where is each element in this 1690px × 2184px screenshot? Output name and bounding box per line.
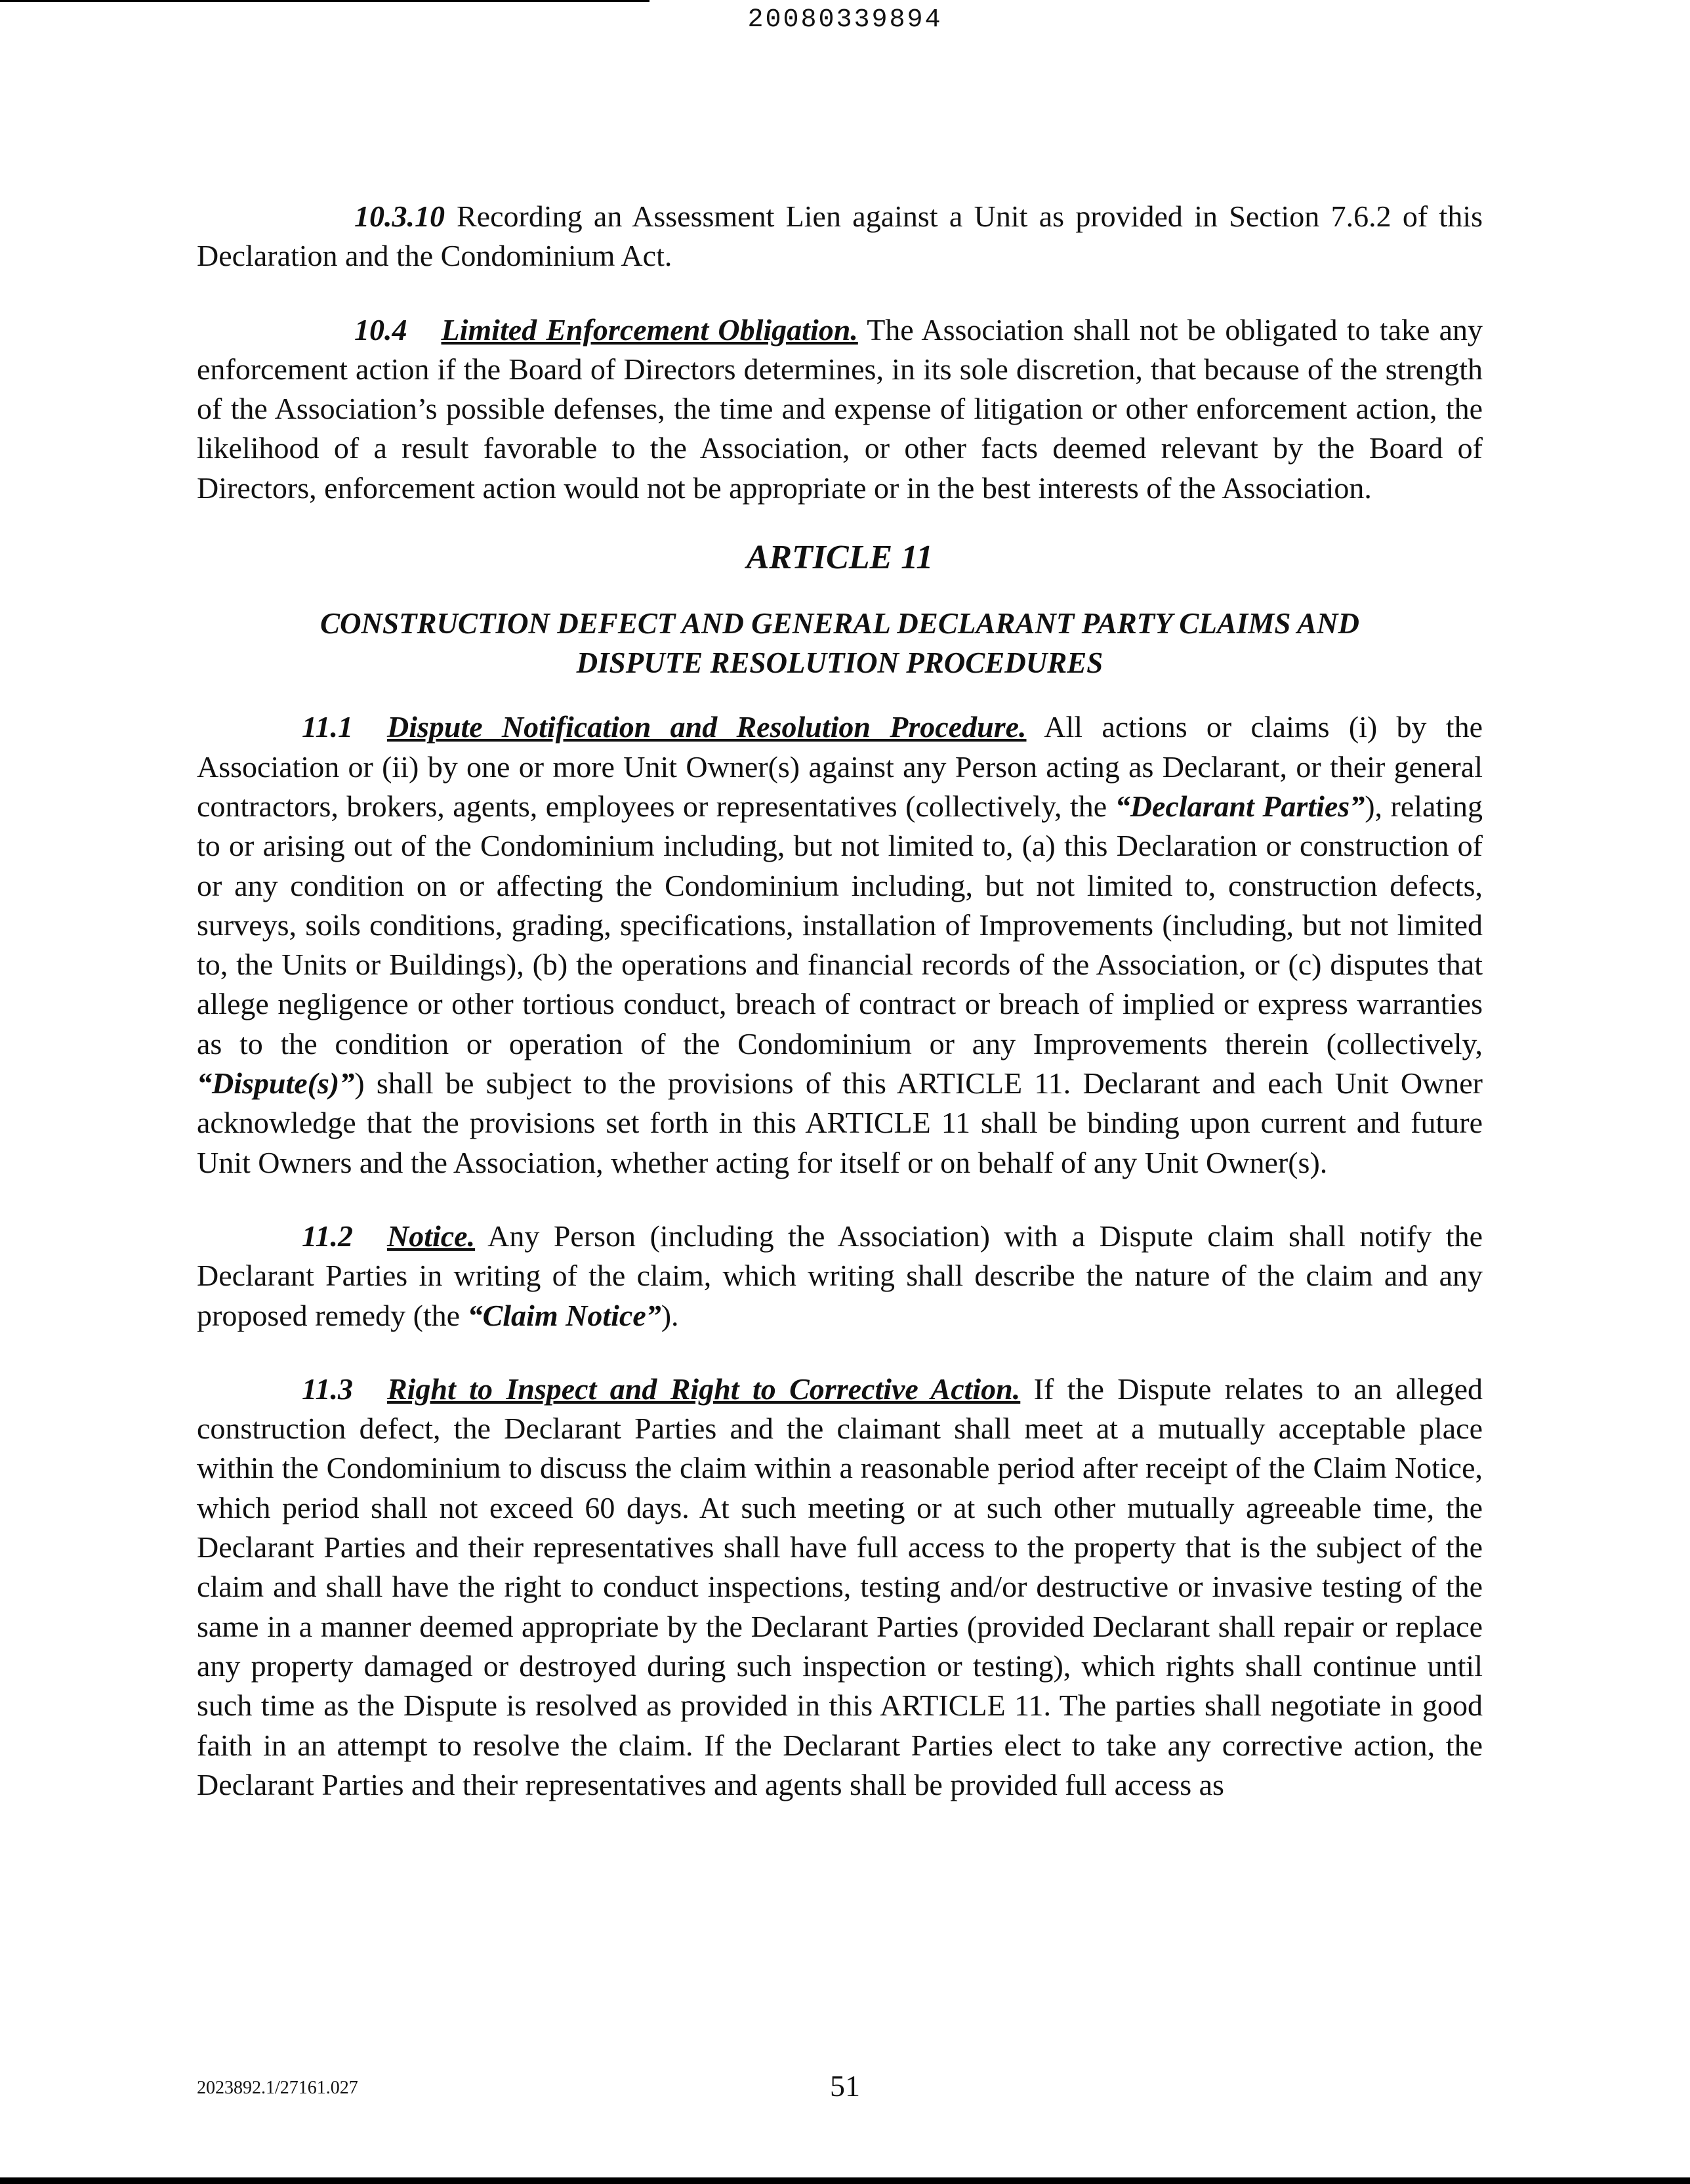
section-number: 10.3.10 bbox=[354, 200, 445, 233]
footer-document-reference: 2023892.1/27161.027 bbox=[197, 2078, 358, 2098]
defined-term: “Dispute(s)” bbox=[197, 1066, 355, 1101]
defined-term: “Declarant Parties” bbox=[1115, 789, 1365, 823]
section-text: If the Dispute relates to an alleged construction defect, the Declarant Parties and the claimant shall meet at a mutually acceptable place within the Condominium to discuss the claim within a reasonable period after receipt of the Claim Notice, which period shall not exceed 60 days. At such meeting or at such other mutually agreeable time, the Declarant Parties and their representatives shall have full access to the property that is the subject of the claim and shall have the right to conduct inspections, testing and/or destructive or invasive testing of the same in a manner deemed appropriate by the Declarant Parties (provided Declarant shall repair or replace any property damaged or destroyed during such inspection or testing), which rights shall continue until such time as the Dispute is resolved as provided in this ARTICLE 11. The parties shall negotiate in good faith in an attempt to resolve the claim. If the Declarant Parties elect to take any corrective action, the Declarant Parties and their representatives and agents shall be provided full access as bbox=[197, 1372, 1483, 1801]
section-number: 10.4 bbox=[354, 312, 407, 346]
section-11-3 bbox=[197, 1370, 1483, 1805]
document-number: 20080339894 bbox=[747, 5, 943, 35]
section-text: Any Person (including the Association) with a Dispute claim shall notify the Declarant Parties in writing of the claim, which writing shall describe the nature of the claim and any proposed remedy (the bbox=[197, 1219, 1483, 1332]
bottom-rule bbox=[0, 2177, 1690, 2184]
document-body bbox=[197, 197, 1483, 1805]
article-subheading-line1: CONSTRUCTION DEFECT AND GENERAL DECLARANT PARTY CLAIMS AND bbox=[320, 607, 1359, 640]
section-text: ), relating to or arising out of the Condominium including, but not limited to, (a) this Declaration or construction of or any condition on or affecting the Condominium including, but not limited to, construction defects, surveys, soils conditions, grading, specifications, installation of Improvements (including, but not limited to, the Units or Buildings), (b) the operations and financial records of the Association, or (c) disputes that allege negligence or other tortious conduct, breach of contract or breach of implied or express warranties as to the condition or operation of the Condominium or any Improvements therein (collectively, bbox=[197, 789, 1483, 1060]
section-10-4 bbox=[197, 310, 1483, 508]
top-rule bbox=[0, 0, 649, 2]
section-text: ). bbox=[661, 1298, 679, 1332]
section-title: Limited Enforcement Obligation. bbox=[441, 312, 858, 346]
section-text: All actions or claims (i) by the Association or (ii) by one or more Unit Owner(s) against any Person acting as Declarant, or their general contractors, brokers, agents, employees or representatives (collectively, the bbox=[197, 710, 1483, 823]
section-title: Right to Inspect and Right to Corrective Action. bbox=[386, 1372, 1021, 1406]
section-title: Dispute Notification and Resolution Procedure. bbox=[386, 710, 1027, 744]
page-number: 51 bbox=[830, 2069, 860, 2103]
section-title: Notice. bbox=[386, 1219, 476, 1253]
section-text: The Association shall not be obligated to take any enforcement action if the Board of Directors determines, in its sole discretion, that because of the strength of the Association’s possible defenses, the time and expense of litigation or other enforcement action, the likelihood of a result favorable to the Association, or other facts deemed relevant by the Board of Directors, enforcement action would not be appropriate or in the best interests of the Association. bbox=[197, 312, 1483, 505]
section-number: 11.1 bbox=[302, 710, 353, 744]
defined-term: “Claim Notice” bbox=[467, 1298, 661, 1332]
section-number: 11.2 bbox=[302, 1219, 353, 1253]
section-text: Recording an Assessment Lien against a Unit as provided in Section 7.6.2 of this Declaration and the Condominium Act. bbox=[197, 200, 1483, 273]
section-11-2 bbox=[197, 1217, 1483, 1335]
section-11-1 bbox=[197, 707, 1483, 1183]
article-subheading-line2: DISPUTE RESOLUTION PROCEDURES bbox=[576, 646, 1103, 680]
section-text: ) shall be subject to the provisions of this ARTICLE 11. Declarant and each Unit Owner acknowledge that the provisions set forth in this ARTICLE 11 shall be binding upon current and future Unit Owners and the Association, whether acting for itself or on behalf of any Unit Owner(s). bbox=[197, 1066, 1483, 1179]
section-number: 11.3 bbox=[302, 1372, 353, 1406]
article-heading: ARTICLE 11 bbox=[746, 539, 934, 577]
section-10-3-10 bbox=[197, 197, 1483, 276]
